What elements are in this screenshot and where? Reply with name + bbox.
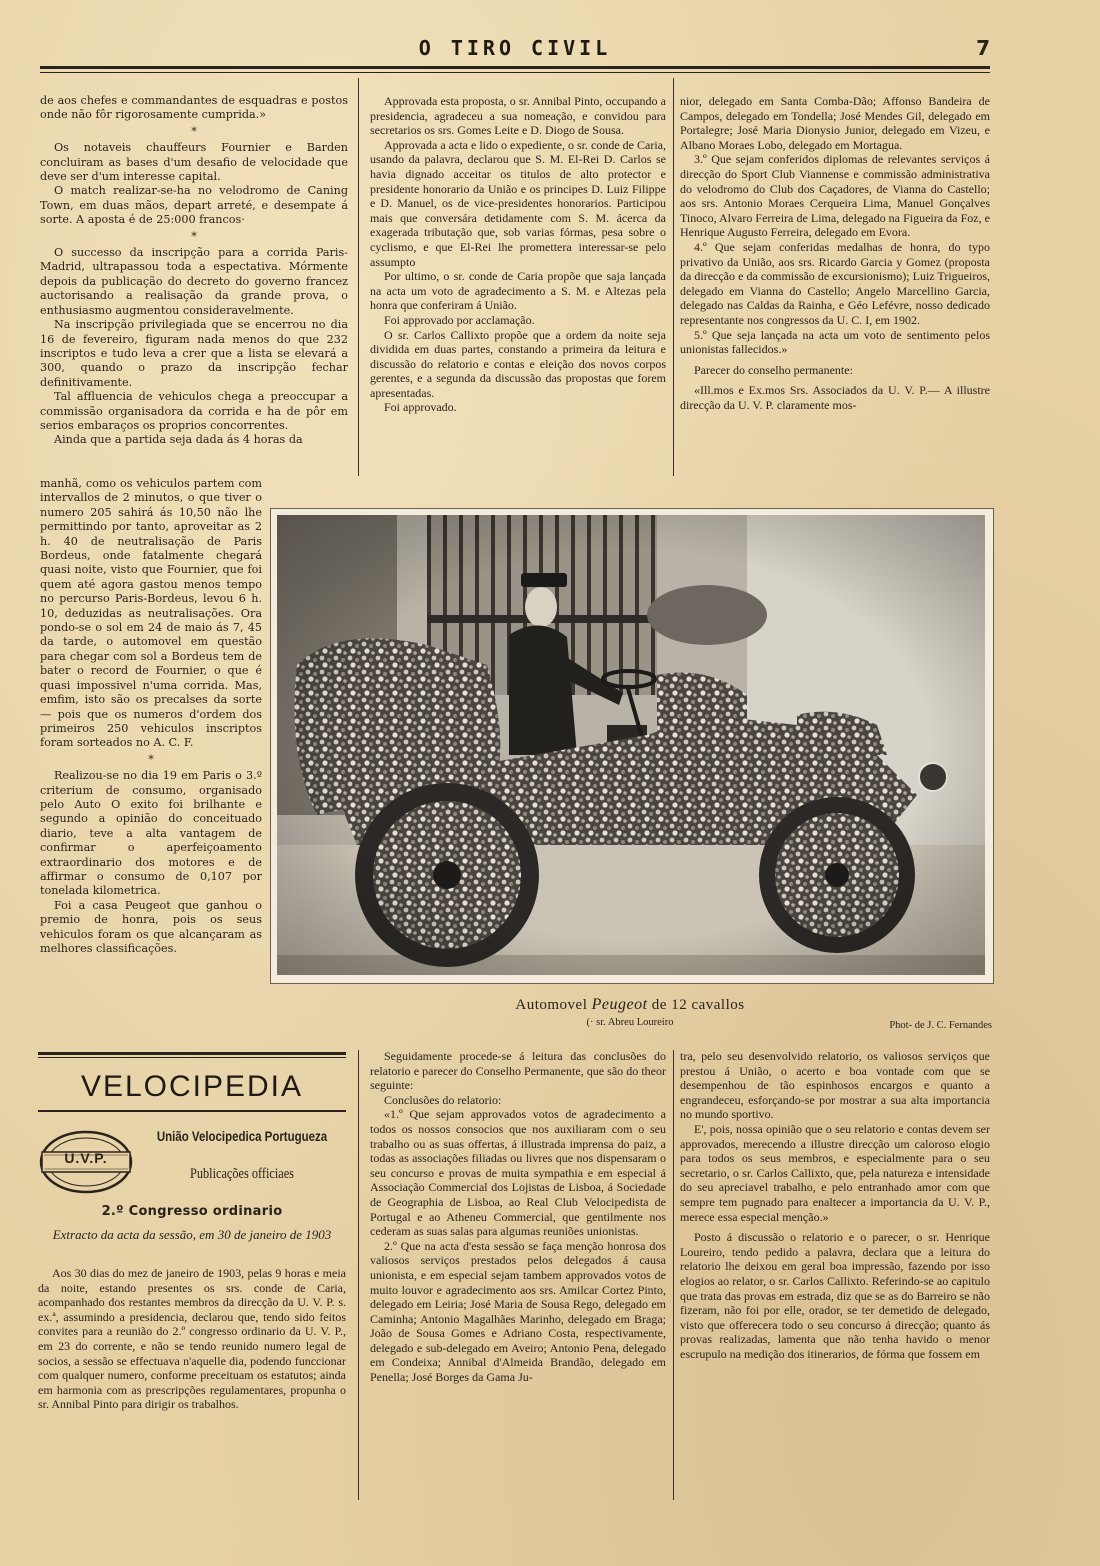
paragraph: Conclusões do relatorio: — [384, 1092, 502, 1107]
uvp-header — [38, 1122, 346, 1200]
caption-suffix: de 12 cavallos — [651, 997, 745, 1013]
paragraph: «Ill.mos e Ex.mos Srs. Associados da U. V. P.— A illustre direcção da U. V. P. claramente mos- — [680, 383, 990, 412]
section-separator-star: * — [148, 752, 154, 766]
paragraph: de aos chefes e commandantes de esquadras e postos onde não fôr rigorosamente cumprida.» — [40, 94, 348, 122]
publications-heading: Publicações officiaes — [190, 1166, 294, 1182]
paragraph: 3.º Que sejam conferidos diplomas de relevantes serviços á direcção do Sport Club Viannense e commissão administrativa do velodromo do Club dos Caçadores, de Vianna do Castello; aos srs. Antonio Moraes Cerqueira Lima, Manuel Gonçalves Tinoco, Alvaro Ferreira de Lima, delegado na Figueira da Foz, e Henrique Augusto Ferreira, delegado em Evora. — [680, 152, 990, 240]
column-1-top — [40, 94, 348, 478]
paragraph: 2.º Que na acta d'esta sessão se faça menção honrosa dos valiosos serviços prestados pelos delegados á causa unionista, e em especial sejam tambem approvados votos de muito louvor e agradecimento aos srs. Amilcar Cortez Pinto, delegado em Leiria; José Maria de Sousa Rego, delegado em Caminha; Antonio Magalhães Marinho, delegado em Braga; João de Sousa Gomes e Adriano Costa, respectivamente, delegado e sub-delegado em Aveiro; Antonio Pena, delegado em Condeixa; Annibal d'Almeida Brandão, delegado em Penella; José Borges da Gama Ju- — [370, 1238, 666, 1385]
paragraph: O sr. Carlos Callixto propõe que a ordem da noite seja dividida em duas partes, constando a primeira da leitura e discussão do relatorio e contas e eleição dos novos corpos gerentes, e a segunda da discussão das propostas que forem apresentadas. — [370, 327, 666, 400]
paragraph: E', pois, nossa opinião que o seu relatorio e contas devem ser approvados, merecendo a illustre direcção um caloroso elogio para todos os seus membros, e especialmente para o seu secretario, o sr. Carlos Callixto, que, pela natureza e intensidade do seu apreciavel trabalho, e pelo entranhado amor com que sempre tem pugnado para enaltecer a importancia da U. V. P., merece essa especial menção.» — [680, 1121, 990, 1224]
column-3-top — [680, 94, 990, 478]
peugeot-automobile-photo — [277, 515, 985, 975]
congress-heading: 2.º Congresso ordinario — [101, 1204, 283, 1219]
masthead-rule-thin — [40, 72, 990, 73]
section-separator-star: * — [191, 124, 197, 138]
masthead-rule — [40, 66, 990, 69]
caption-brand: Peugeot — [591, 996, 648, 1013]
section-rule-thin — [38, 1057, 346, 1058]
paragraph: 4.º Que sejam conferidas medalhas de honra, do typo privativo da União, aos srs. Ricardo Garcia y Gomez (proposta da direcção e da commissão de excursionismo); Luiz Trigueiros, delegado em Vianna do Castello; Angelo Marcellino Garcia, delegado nas Caldas da Rainha, e Géo Lefévre, nosso dedicado representante nos congressos da U. C. I, em 1902. — [680, 239, 990, 327]
column-rule — [358, 78, 359, 476]
column-2-top — [370, 94, 666, 478]
paragraph: Approvada esta proposta, o sr. Annibal Pinto, occupando a presidencia, agradeceu a sua nomeação, e convidou para secretarios os srs. Gomes Leite e D. Diogo de Sousa. — [370, 94, 666, 138]
section-rule — [38, 1052, 346, 1055]
photo-credit: Phot- de J. C. Fernandes — [889, 1020, 992, 1031]
column-rule — [673, 1050, 674, 1500]
column-1-narrow — [40, 477, 262, 1037]
caption-prefix: Automovel — [515, 997, 588, 1013]
column-rule — [673, 78, 674, 476]
section-title: VELOCIPEDIA — [80, 1070, 304, 1103]
photo-caption — [480, 996, 780, 1014]
paragraph: Foi a casa Peugeot que ganhou o premio de honra, pois os seus vehiculos foram os que alcançaram as melhores classificações. — [40, 898, 262, 955]
paragraph: Posto á discussão o relatorio e o parecer, o sr. Henrique Loureiro, tendo pedido a palavra, declara que a leitura do relatorio lhe deixou em geral boa impressão, fazendo por isso elogios ao relator, o sr. Carlos Callixto. Referindo-se ao capitulo que trata das provas em estrada, diz que se as do Barreiro se não fizeram, não foi por elle, orador, se ter demetido de delegado, visto que offerecera todo o seu concurso á direcção; quanto ás provas realizadas, lamenta que não tenha havido o menor escrupulo na medição dos itinerarios, de fórma que fossem em — [680, 1230, 990, 1361]
column-rule — [358, 1050, 359, 1500]
paragraph: Approvada a acta e lido o expediente, o sr. conde de Caria, usando da palavra, declarou que S. M. El-Rei D. Carlos se havia dignado acceitar os titulos de alto protector e presidente honorario da União e os principes D. Luiz Filippe e D. Manuel, os de vice-presidentes honorarios. Participou mais que conversára detidamente com S. M. ácerca da exagerada tributação que, sob varias fórmas, pesa sobre o cyclismo, e que El-Rei lhe promettera interessar-se pelo assumpto — [370, 137, 666, 269]
paragraph: Parecer do conselho permanente: — [694, 362, 853, 377]
paragraph: Os notaveis chauffeurs Fournier e Barden concluiram as bases d'um desafio de velocidade que deve ser d'um interesse capital. — [40, 141, 348, 184]
paragraph: Seguidamente procede-se á leitura das conclusões do relatorio e parecer do Conselho Permanente, que são do theor seguinte: — [370, 1049, 666, 1093]
uvp-logo-text: U.V.P. — [64, 1150, 108, 1166]
page-number: 7 — [976, 36, 990, 60]
column-3-bottom — [680, 1049, 990, 1501]
organisation-name: União Velocipedica Portugueza — [156, 1128, 328, 1144]
paragraph: Na inscripção privilegiada que se encerrou no dia 16 de fevereiro, figuram nada menos do que 232 inscriptos e tudo leva a crer que a lista se elevará a 300, quando o prazo da inscripção fechar definitivamente. — [40, 318, 348, 389]
paragraph: Tal affluencia de vehiculos chega a preoccupar a commissão organisadora da corrida e ha de pôr em serios embaraços os proprios concorrentes. — [40, 390, 348, 432]
paragraph: Por ultimo, o sr. conde de Caria propõe que saja lançada na acta um voto de agradecimento a S. M. e Altezas pela honra que conferiram á União. — [370, 269, 666, 313]
section-separator-star: * — [191, 229, 197, 243]
paragraph: Realizou-se no dia 19 em Paris o 3.º criterium de consumo, organisado pelo Auto O exito foi brilhante e segundo a opinião do conceituado diario, teve a alta vantagem de confirmar o aperfeiçoamento extraordinario dos motores e de affirmar o consumo de 0,107 por tonelada kilometrica. — [40, 769, 262, 898]
paragraph: O successo da inscripção para a corrida Paris-Madrid, ultrapassou toda a espectativa. Mórmente depois da publicação do decreto do governo francez auctorisando a realisação da grande prova, o enthusiasmo augmentou consideravelmente. — [40, 246, 348, 317]
paragraph: Foi approvado por acclamação. — [384, 312, 535, 327]
newspaper-title: O TIRO CIVIL — [418, 36, 612, 60]
column-2-bottom — [370, 1049, 666, 1501]
velocipedia-section — [38, 1052, 346, 1243]
paragraph: «1.º Que sejam approvados votos de agradecimento a todos os nossos consocios que nos auxiliaram com o seu trabalho ou as suas offertas, á illustrada imprensa do paiz, a todas as associações filiadas ou livres que nos dispensaram o seu concurso e provas de muita sympathia e em especial á Associação Commercial dos Lojistas de Lisboa, á Sociedade de Geographia de Lisboa, ao Real Club Velocipedista de Portugal e ao Atheneu Commercial, que gentilmente nos cederam as suas salas para algumas reuniões unionistas. — [370, 1107, 666, 1239]
velocipedia-body — [38, 1266, 346, 1496]
section-title-rule — [38, 1110, 346, 1112]
paragraph: O match realizar-se-ha no velodromo de Caning Town, em duas mãos, depart arreté, e desempate á sorte. A aposta é de 25:000 francos· — [40, 184, 348, 227]
paragraph: tra, pelo seu desenvolvido relatorio, os valiosos serviços que prestou á União, o acerto e boa vontade com que se desempenhou de tão espinhosos encargos e quanto a engrandeceu, esforçando-se por mostrar a sua alta importancia no mundo sportivo. — [680, 1049, 990, 1122]
minutes-subheading: Extracto da acta da sessão, em 30 de janeiro de 1903 — [52, 1227, 332, 1242]
paragraph: nior, delegado em Santa Comba-Dão; Affonso Bandeira de Campos, delegado em Tondella; José Mendes Gil, delegado em Portalegre; José Maria Dionysio Junior, delegado em Vizeu, e Albano Moraes Lobo, delegado em Mortagua. — [680, 94, 990, 152]
paragraph: manhã, como os vehiculos partem com intervallos de 2 minutos, o que tiver o numero 205 sahirá ás 10,50 não lhe permittindo por tanto, aproveitar as 2 h. 40 de neutralisação de Paris Bordeus, onde fatalmente chegará quasi noite, visto que Fournier, que foi quem até agora gastou menos tempo no percurso Paris-Bordeus, levou 6 h. 10, deduzidas as neutralisações. Ora pondo-se o sol em 24 de maio ás 7, 45 da tarde, o automovel em questão para chegar com sol a Bordeus tem de bater o record de Fournier, o que é quasi impossivel n'uma corrida. Mas, emfim, isto são os precalses da sorte — pois que os numeros d'ordem dos primeiros 250 vehiculos inscriptos foram sorteados no A. C. F. — [40, 477, 262, 750]
paragraph: 5.º Que seja lançada na acta um voto de sentimento pelos unionistas fallecidos.» — [680, 327, 990, 357]
photo-frame — [270, 508, 994, 984]
paragraph: Aos 30 dias do mez de janeiro de 1903, pelas 9 horas e meia da noite, estando presentes os srs. conde de Caria, acompanhado dos restantes membros da direcção da U. V. P. s. ex.ª, assumindo a presidencia, declarou que, tendo sido feitos convites para a reunião do 2.º congresso ordinario da U. V. P., em 23 do corrente, e não se tendo reunido numero legal de socios, a sessão se effectuava n'aquelle dia, podendo funccionar com qualquer numero, conforme preceituam os estatutos; ainda em harmonia com as prescripções regulamentares, propunha o sr. Annibal Pinto para dirigir os trabalhos. — [38, 1266, 346, 1412]
masthead — [40, 36, 990, 66]
automobile-illustration — [277, 515, 985, 975]
paragraph: Ainda que a partida seja dada ás 4 horas da — [54, 433, 303, 447]
paragraph: Foi approvado. — [384, 400, 457, 415]
photo-owner: (· sr. Abreu Loureiro — [586, 1017, 674, 1028]
